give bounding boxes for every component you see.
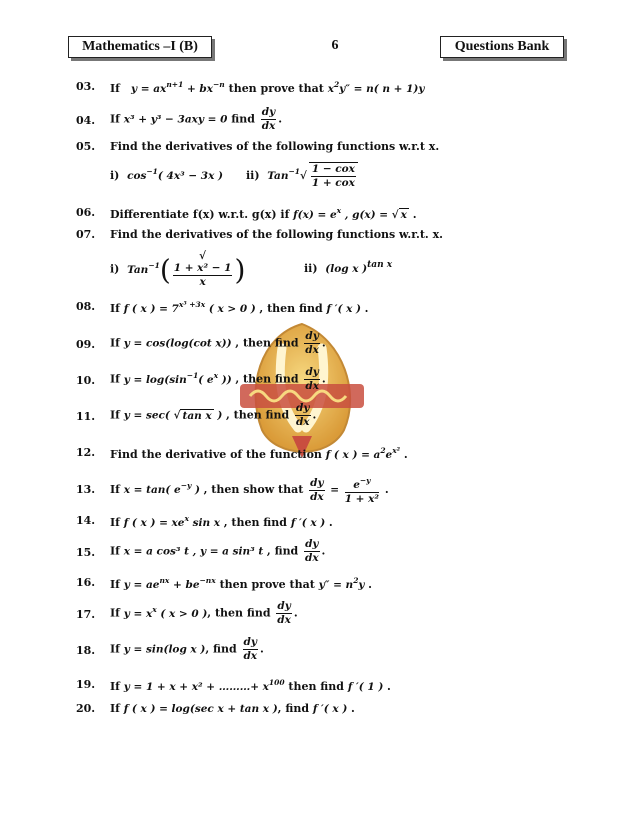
page-number: 6 xyxy=(331,38,339,53)
function: x = tan( $e^{-y}$ ) xyxy=(123,481,204,496)
question-number: 20. xyxy=(76,702,96,715)
question-text: Find the derivative of the function xyxy=(110,448,326,461)
function: $y = ae^{nx} + be^{-nx}$ xyxy=(123,576,216,591)
derivative-fraction: $\frac{dy}{dx}$ xyxy=(305,330,319,356)
part-label: ii) xyxy=(245,169,260,182)
function: y = cos(log(cot x)) xyxy=(123,337,236,350)
question-number: 10. xyxy=(76,374,96,387)
derivative-fraction: $\frac{dy}{dx}$ xyxy=(277,600,291,626)
part-ii-expression: Tan$^{-1}$√ $\frac{\text{1 − cox}}{\text{1 + cox}}$ xyxy=(267,170,360,182)
function: x = a cos³ t , y = a sin³ t xyxy=(123,545,267,558)
derivative-fraction: $\frac{dy}{dx}$ xyxy=(295,402,310,428)
if-word: If xyxy=(110,112,120,126)
derivative-fraction: $\frac{dy}{dx}$ xyxy=(305,366,319,392)
instruction: find xyxy=(227,112,259,126)
function: f ( x ) = log(sec x + tan x ) xyxy=(123,703,278,715)
question-number: 08. xyxy=(76,300,96,313)
derivative-fraction: $\frac{dy}{dx}$ xyxy=(305,538,319,564)
function: y = sec( √ tan x ) xyxy=(123,409,226,422)
function: $y = x^x$ ( x > 0 ) xyxy=(123,604,208,620)
question-number: 15. xyxy=(76,546,96,559)
question-number: 07. xyxy=(76,228,96,241)
question-number: 16. xyxy=(76,576,96,589)
part-label: i) xyxy=(110,169,120,182)
functions: $f(x) = e^x$ , g(x) = √ x xyxy=(293,206,407,221)
function: y = sin(log x ) xyxy=(123,643,206,656)
question-number: 05. xyxy=(76,140,96,153)
result: $y'' = n^2y$ xyxy=(318,576,369,591)
derivative-fraction: $\frac{dy}{dx}$ xyxy=(261,106,276,132)
part-i-expression: $\cos^{-1}$( 4x³ − 3x ) xyxy=(127,167,223,182)
section-title: Questions Bank xyxy=(440,36,564,58)
question-number: 11. xyxy=(76,410,96,423)
part-label: i) xyxy=(110,262,120,276)
question-number: 14. xyxy=(76,514,96,527)
question-number: 17. xyxy=(76,608,96,621)
question-text: Find the derivatives of the following functions w.r.t. x. xyxy=(110,228,443,241)
derivative-fraction: $\frac{dy}{dx}$ xyxy=(243,636,258,662)
question-number: 03. xyxy=(76,80,96,93)
function: f ( x ) = $7^{x^3 +3x}$ ( x > 0 ) xyxy=(123,300,260,315)
question-number: 18. xyxy=(76,644,96,657)
function: y = 1 + x + x² + ………+ $x^{100}$ xyxy=(123,678,285,693)
function: f ( x ) = $xe^x$ sin x xyxy=(123,514,224,529)
function: f ( x ) = $a^2e^{x^2}$ xyxy=(325,446,400,461)
result-fraction: $\frac{e^{-y}}{\text{1 + x²}}$ xyxy=(344,476,379,505)
result: $x^2y'' = n$( n + 1)y xyxy=(327,80,425,95)
question-number: 13. xyxy=(76,483,96,496)
part-i-expression: Tan$^{-1}$( √ 1 + x² − 1 x ) xyxy=(127,250,246,288)
part-label: ii) xyxy=(304,262,318,275)
instruction: then prove that xyxy=(228,82,328,95)
if-word: If xyxy=(110,82,120,95)
part-ii-expression: (log x )tan x xyxy=(325,260,393,275)
equation: x³ + y³ − 3axy = 0 xyxy=(123,113,228,126)
question-number: 12. xyxy=(76,446,96,459)
question-number: 06. xyxy=(76,206,96,219)
question-number: 04. xyxy=(76,114,96,127)
question-number: 09. xyxy=(76,338,96,351)
question-text: Differentiate f(x) w.r.t. g(x) if xyxy=(110,208,294,221)
derivative-fraction: $\frac{dy}{dx}$ xyxy=(310,476,324,503)
question-number: 19. xyxy=(76,678,96,691)
question-text: Find the derivatives of the following functions w.r.t x. xyxy=(110,140,440,153)
function: $y = \log(\sin^{-1}$( $e^x$ )) xyxy=(123,370,236,386)
subject-title: Mathematics –I (B) xyxy=(68,36,212,58)
equation: $y = ax^{n+1} + bx^{-n}$ xyxy=(131,80,225,95)
